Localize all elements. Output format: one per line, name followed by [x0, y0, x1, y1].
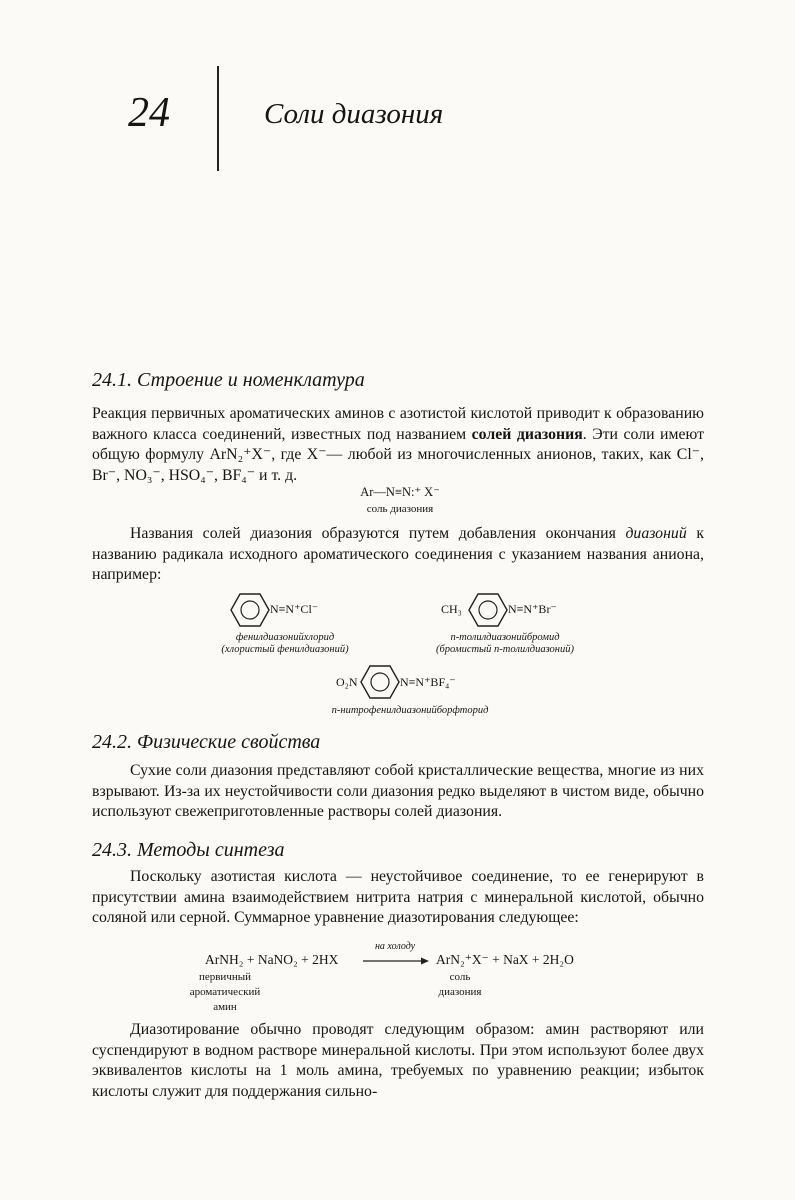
- general-formula: ArN₂⁺X⁻: [209, 446, 272, 463]
- intro-text-b: . Эти соли имеют общую формулу: [92, 425, 704, 463]
- procedure-text: Диазотирование обычно проводят следующим образом: амин растворяют или суспендируют в водном растворе минеральной кислоты. При этом используют более двух эквивалентов кислоты на 1 моль амина, требуемых по уравнению реакции; избыток кислоты служит для поддержания сильно-: [92, 1021, 704, 1100]
- intro-text-a: Реакция первичных ароматических аминов с азотистой кислотой приводит к образованию важного класса соединений, известных под названием: [92, 405, 704, 443]
- label-primary: первичный: [198, 971, 252, 983]
- section-heading-24-2: 24.2. Физические свойства: [92, 731, 321, 753]
- chapter-divider: [217, 66, 219, 171]
- intro-text-c: , где X⁻— любой из многочисленных анионов, таких, как Cl⁻, Br⁻, NO₃⁻, HSO₄⁻, BF₄⁻ и т. д.: [92, 446, 704, 484]
- structure-2-formula: N≡N⁺Br⁻: [508, 602, 557, 616]
- naming-text-b: к названию радикала исходного ароматического соединения с указанием названия аниона, например:: [92, 525, 704, 583]
- benzene-ring-icon: [360, 664, 400, 700]
- naming-text-a: Названия солей диазония образуются путем добавления окончания: [130, 525, 616, 542]
- equation-products: ArN₂⁺X⁻ + NaX + 2H₂O: [436, 952, 574, 967]
- chapter-title: Соли диазония: [264, 98, 444, 130]
- structure-3-caption: n-нитрофенилдиазонийборфторид: [331, 705, 489, 716]
- structure-3-formula: N≡N⁺BF₄⁻: [400, 675, 456, 689]
- label-diazonium: диазония: [438, 986, 482, 998]
- intro-bold-term: солей диазония: [471, 425, 583, 443]
- reaction-arrow-icon: [362, 956, 430, 966]
- equation-arrow-label: на холоду: [374, 941, 416, 952]
- label-salt: соль: [449, 971, 471, 983]
- equation-reactants: ArNH₂ + NaNO₂ + 2HX: [205, 952, 339, 967]
- structure-1-formula: N≡N⁺Cl⁻: [270, 602, 319, 616]
- paragraph-intro: [92, 404, 704, 486]
- diazonium-formula-label: соль диазония: [366, 503, 434, 515]
- section-heading-24-1: 24.1. Строение и номенклатура: [92, 369, 365, 391]
- structure-3-prefix: O₂N: [336, 675, 358, 689]
- paragraph-naming: [92, 524, 704, 586]
- label-aromatic: ароматический: [189, 986, 261, 998]
- structure-2-caption: n-толилдиазонийбромид: [450, 632, 560, 643]
- benzene-ring-icon: [468, 592, 508, 628]
- paragraph-procedure: [92, 1020, 704, 1102]
- structure-2-caption-alt: (бромистый n-толилдиазоний): [435, 644, 574, 655]
- chapter-number: 24: [128, 90, 170, 136]
- paragraph-physical-properties: [92, 761, 704, 823]
- diazonium-formula: Ar—N≡N:⁺ X⁻: [360, 485, 440, 499]
- structure-1-caption-alt: (хлористый фенилдиазоний): [221, 644, 349, 655]
- benzene-ring-icon: [230, 592, 270, 628]
- physical-properties-text: Сухие соли диазония представляют собой кристаллические вещества, многие из них взрывают. Из-за их неустойчивости соли диазония редко выделяют в чистом виде, обычно используют свежеприготовленные растворы солей диазония.: [92, 762, 704, 820]
- structure-1-caption: фенилдиазонийхлорид: [235, 632, 335, 643]
- synthesis-text: Поскольку азотистая кислота — неустойчивое соединение, то ее генерируют в присутствии амина взаимодействием нитрита натрия с минеральной кислотой, обычно соляной или серной. Суммарное уравнение диазотирования следующее:: [92, 868, 704, 926]
- label-amine: амин: [213, 1001, 237, 1013]
- naming-ending: диазоний: [625, 525, 687, 542]
- section-heading-24-3: 24.3. Методы синтеза: [92, 839, 285, 861]
- paragraph-synthesis: [92, 867, 704, 929]
- structure-2-prefix: CH₃: [441, 602, 462, 616]
